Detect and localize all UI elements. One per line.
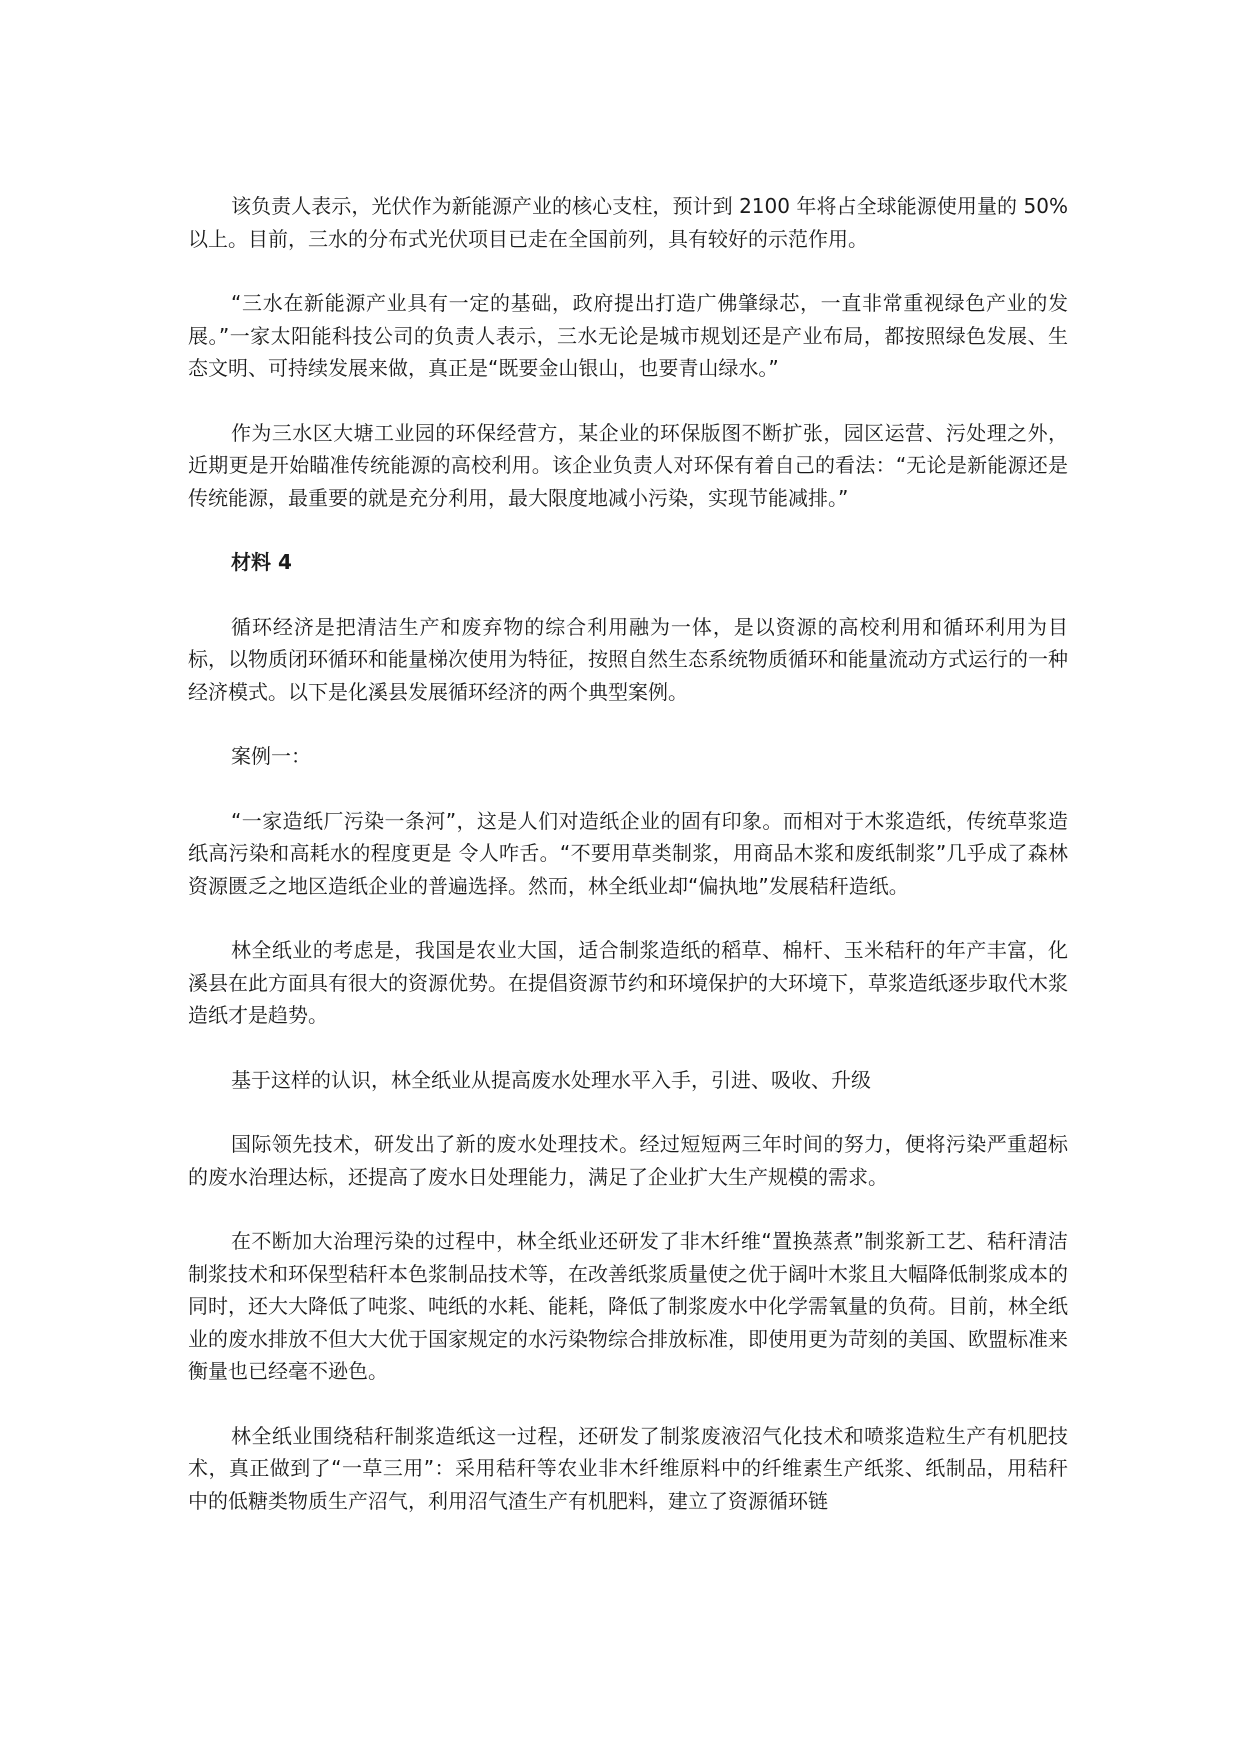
paragraph-one-grass-three-uses: 林全纸业围绕秸秆制浆造纸这一过程，还研发了制浆废液沼气化技术和喷浆造粒生产有机肥技术，真正做到了“一草三用”：采用秸秆等农业非木纤维原料中的纤维素生产纸浆、纸制品，用秸秆中的低糖类物质生产沼气，利用沼气渣生产有机肥料，建立了资源循环链 <box>188 1423 1068 1513</box>
paragraph-straw-resources: 林全纸业的考虑是，我国是农业大国，适合制浆造纸的稻草、棉杆、玉米秸秆的年产丰富，化溪县在此方面具有很大的资源优势。在提倡资源节约和环境保护的大环境下，草浆造纸逐步取代木浆造纸才是趋势。 <box>188 938 1068 1027</box>
paragraph-environmental-operator: 作为三水区大塘工业园的环保经营方，某企业的环保版图不断扩张，园区运营、污处理之外，近期更是开始瞄准传统能源的高校利用。该企业负责人对环保有着自己的看法：“无论是新能源还是传统能源，最重要的就是充分利用，最大限度地减小污染，实现节能减排。” <box>188 420 1068 510</box>
paragraph-circular-economy: 循环经济是把清洁生产和废弃物的综合利用融为一体，是以资源的高校利用和循环利用为目标，以物质闭环循环和能量梯次使用为特征，按照自然生态系统物质循环和能量流动方式运行的一种经济模式。以下是化溪县发展循环经济的两个典型案例。 <box>188 614 1068 704</box>
paragraph-technology: 国际领先技术，研发出了新的废水处理技术。经过短短两三年时间的努力，便将污染严重超标的废水治理达标，还提高了废水日处理能力，满足了企业扩大生产规模的需求。 <box>188 1132 1068 1189</box>
paragraph-sanshui-green: “三水在新能源产业具有一定的基础，政府提出打造广佛肇绿芯，一直非常重视绿色产业的发展。”一家太阳能科技公司的负责人表示，三水无论是城市规划还是产业布局，都按照绿色发展、生态文明、可持续发展来做，真正是“既要金山银山，也要青山绿水。” <box>188 291 1068 380</box>
paragraph-photovoltaic: 该负责人表示，光伏作为新能源产业的核心支柱，预计到 2100 年将占全球能源使用量的 50%以上。目前，三水的分布式光伏项目已走在全国前列，具有较好的示范作用。 <box>188 194 1068 251</box>
case-label: 案例一： <box>231 744 311 768</box>
paragraph-recognition: 基于这样的认识，林全纸业从提高废水处理水平入手，引进、吸收、升级 <box>231 1067 871 1092</box>
paragraph-pollution-control: 在不断加大治理污染的过程中，林全纸业还研发了非木纤维“置换蒸煮”制浆新工艺、秸秆清洁制浆技术和环保型秸秆本色浆制品技术等，在改善纸浆质量使之优于阔叶木浆且大幅降低制浆成本的同时，还大大降低了吨浆、吨纸的水耗、能耗，降低了制浆废水中化学需氧量的负荷。目前，林全纸业的废水排放不但大大优于国家规定的水污染物综合排放标准，即使用更为苛刻的美国、欧盟标准来衡量也已经毫不逊色。 <box>188 1229 1068 1383</box>
section-heading: 材料 4 <box>231 550 292 574</box>
paragraph-paper-mill: “一家造纸厂污染一条河”，这是人们对造纸企业的固有印象。而相对于木浆造纸，传统草浆造纸高污染和高耗水的程度更是 令人咋舌。“不要用草类制浆，用商品木浆和废纸制浆”几乎成了森林资源匮乏之地区造纸企业的普遍选择。然而，林全纸业却“偏执地”发展秸秆造纸。 <box>188 808 1068 898</box>
document-page <box>188 190 1068 1517</box>
